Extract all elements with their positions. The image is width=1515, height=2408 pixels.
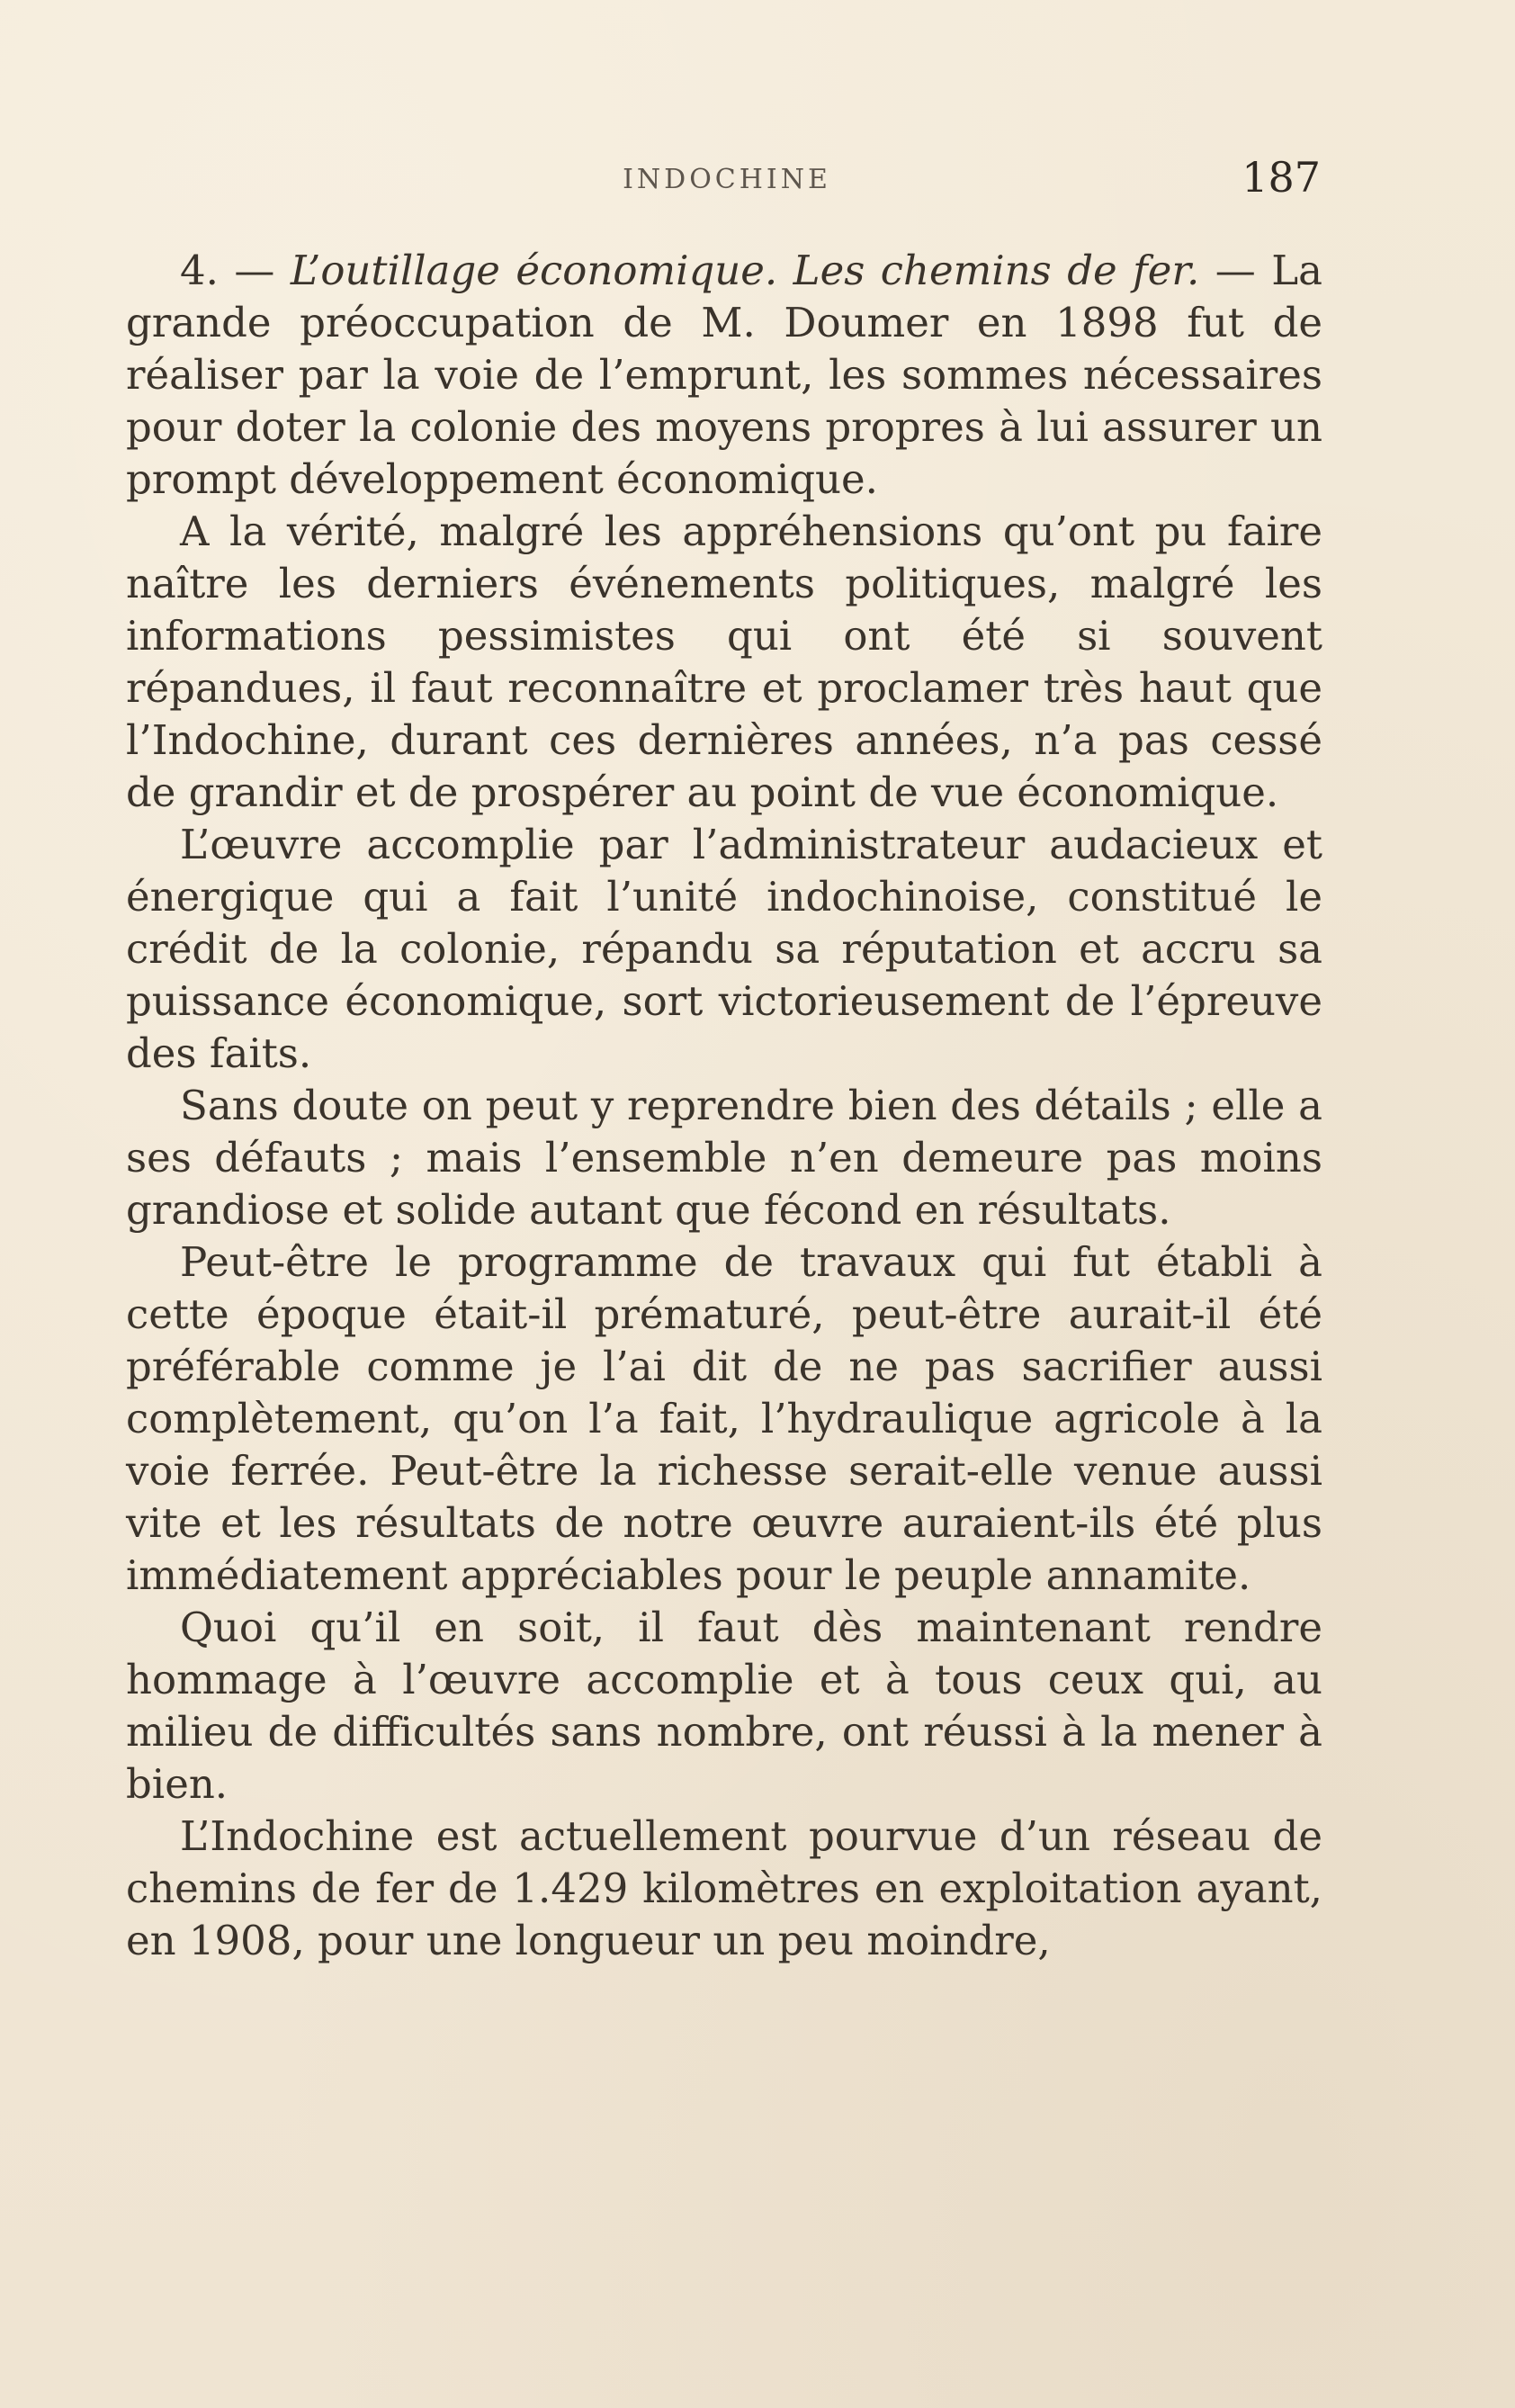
paragraph: L’Indochine est actuellement pourvue d’un réseau de chemins de fer de 1.429 kilomètres en exploitation ayant, en 1908, pour une longueur un peu moindre, — [126, 1812, 1322, 1964]
paragraph: A la vérité, malgré les appréhensions qu’ont pu faire naître les derniers événements politiques, malgré les informations pessimistes qui ont été si souvent répandues, il faut reconnaître et proclamer très haut que l’Indochine, durant ces dernières années, n’a pas cessé de grandir et de prospérer au point de vue économique. — [126, 508, 1322, 816]
section-dash: — — [1199, 247, 1272, 294]
body-text — [126, 245, 1322, 1967]
paragraph-text: La grande préoccupation de M. Doumer en 1898 fut de réaliser par la voie de l’emprunt, les sommes nécessaires pour doter la colonie des moyens propres à lui assurer un prompt développement économique. — [126, 247, 1323, 503]
section-number: 4. — — [180, 247, 291, 294]
section-title: L’outillage économique. Les chemins de fer. — [290, 247, 1200, 294]
paragraph: Quoi qu’il en soit, il faut dès maintenant rendre hommage à l’œuvre accomplie et à tous ceux qui, au milieu de difficultés sans nombre, ont réussi à la mener à bien. — [126, 1604, 1322, 1808]
page-header — [133, 153, 1321, 207]
running-title: INDOCHINE — [623, 164, 831, 195]
section-paragraph — [126, 245, 1322, 506]
paragraph: L’œuvre accomplie par l’administrateur audacieux et énergique qui a fait l’unité indochinoise, constitué le crédit de la colonie, répandu sa réputation et accru sa puissance économique, sort victorieusement de l’épreuve des faits. — [126, 821, 1322, 1077]
paragraph: Peut-être le programme de travaux qui fut établi à cette époque était-il prématuré, peut-être aurait-il été préférable comme je l’ai dit de ne pas sacrifier aussi complètement, qu’on l’a fait, l’hydraulique agricole à la voie ferrée. Peut-être la richesse serait-elle venue aussi vite et les résultats de notre œuvre auraient-ils été plus immédiatement appréciables pour le peuple annamite. — [126, 1238, 1322, 1599]
paragraph: Sans doute on peut y reprendre bien des détails ; elle a ses défauts ; mais l’ensemble n’en demeure pas moins grandiose et solide autant que fécond en résultats. — [126, 1082, 1322, 1234]
page-number: 187 — [1242, 153, 1321, 202]
